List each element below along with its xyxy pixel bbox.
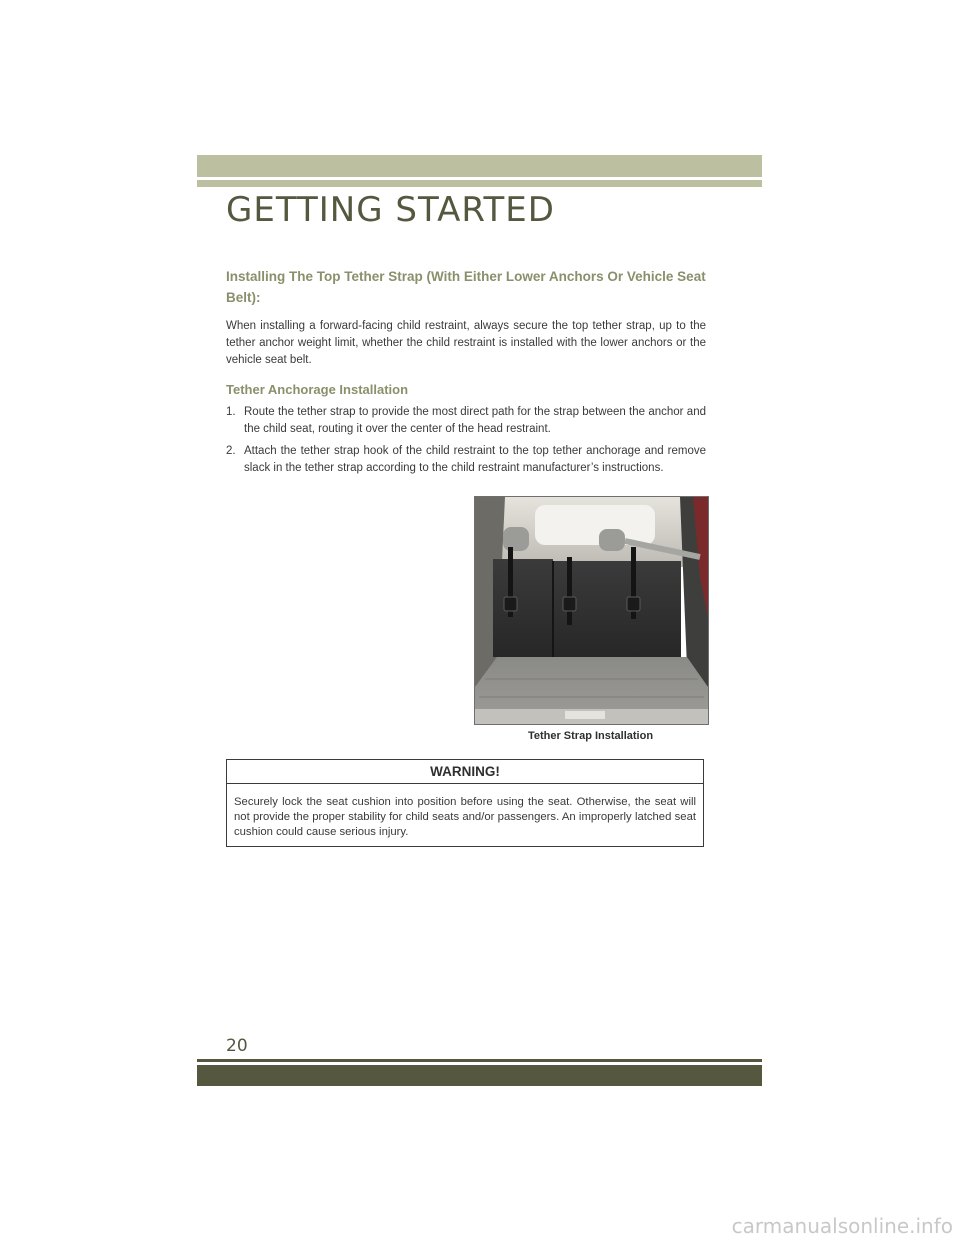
footer-band-line bbox=[197, 1059, 762, 1062]
step-item bbox=[226, 404, 706, 438]
tether-strap-photo bbox=[474, 496, 709, 725]
steps-list bbox=[226, 404, 706, 477]
watermark: carmanualsonline.info bbox=[731, 1214, 953, 1238]
step-item bbox=[226, 443, 706, 477]
heading-tether-anchorage: Tether Anchorage Installation bbox=[226, 382, 409, 397]
section-title: GETTING STARTED bbox=[226, 190, 555, 230]
page-number: 20 bbox=[226, 1036, 248, 1056]
intro-paragraph: When installing a forward-facing child restraint, always secure the top tether strap, up to the tether anchor weight limit, whether the child restraint is installed with the lower anchors or the vehicle seat belt. bbox=[226, 320, 706, 366]
header-band bbox=[197, 155, 762, 177]
warning-body: Securely lock the seat cushion into position before using the seat. Otherwise, the seat will not provide the proper stability for child seats and/or passengers. An improperly latched seat cushion could cause serious injury. bbox=[234, 796, 696, 838]
step-number: 2. bbox=[226, 445, 236, 457]
warning-title: WARNING! bbox=[227, 760, 703, 784]
main-content bbox=[226, 266, 706, 482]
footer-band bbox=[197, 1065, 762, 1086]
step-text: Route the tether strap to provide the most direct path for the strap between the anchor and the child seat, routing it over the center of the head restraint. bbox=[244, 406, 706, 435]
header-band-line bbox=[197, 180, 762, 187]
heading-install-tether: Installing The Top Tether Strap (With Either Lower Anchors Or Vehicle Seat Belt): bbox=[226, 269, 706, 305]
figure-caption: Tether Strap Installation bbox=[527, 730, 654, 742]
warning-box bbox=[226, 759, 704, 847]
step-number: 1. bbox=[226, 406, 236, 418]
step-text: Attach the tether strap hook of the child restraint to the top tether anchorage and remove slack in the tether strap according to the child restraint manufacturer’s instructions. bbox=[244, 445, 706, 474]
